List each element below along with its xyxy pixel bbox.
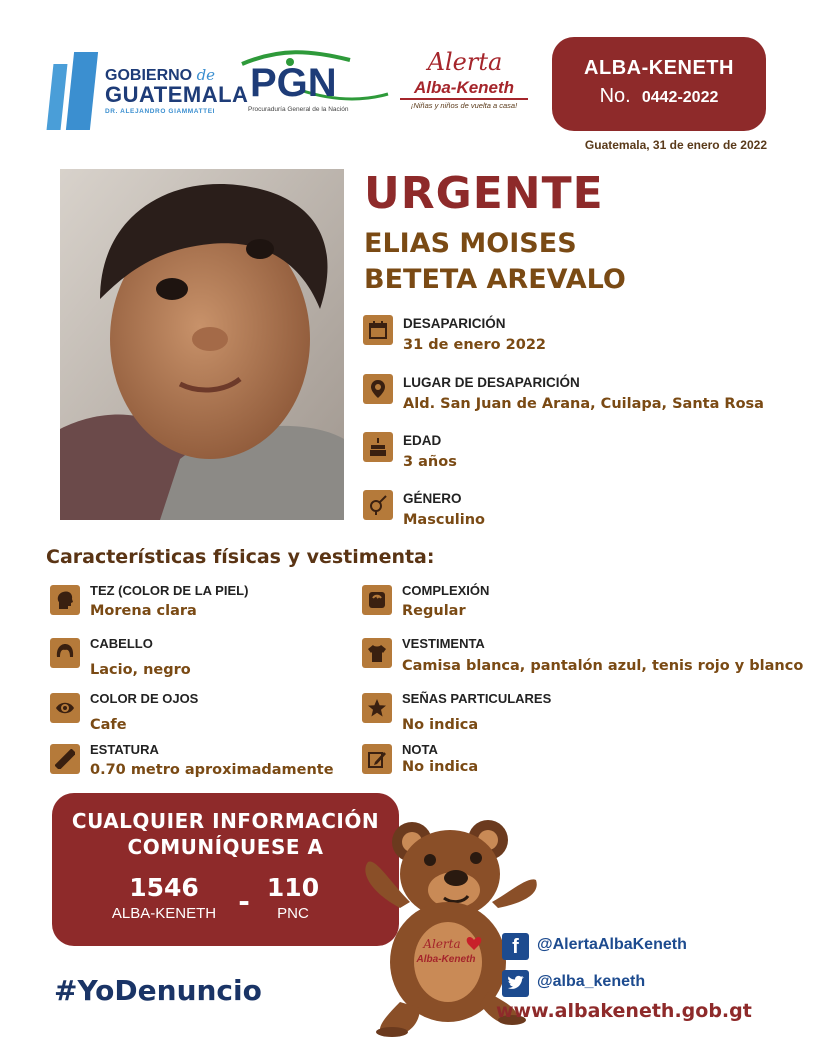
facebook-icon: f — [502, 933, 529, 960]
location-pin-icon — [363, 374, 393, 404]
characteristic-label: COMPLEXIÓN — [402, 583, 490, 598]
phone-alba-keneth-label: ALBA-KENETH — [111, 905, 217, 922]
child-first-names: ELIAS MOISES — [364, 228, 577, 259]
detail-value: 31 de enero 2022 — [403, 337, 546, 353]
characteristic-clothing — [362, 636, 804, 686]
characteristic-value: No indica — [402, 759, 479, 775]
ruler-icon — [50, 744, 80, 774]
cake-icon — [363, 432, 393, 462]
badge-number: 0442-2022 — [641, 89, 719, 106]
logo-bar — [66, 52, 98, 130]
urgent-heading: URGENTE — [364, 168, 604, 219]
facebook-link[interactable] — [502, 933, 782, 961]
hashtag: #YoDenuncio — [54, 974, 262, 1007]
characteristic-value: Regular — [402, 603, 466, 619]
detail-disappearance-date — [363, 315, 803, 365]
alert-number-badge — [552, 37, 766, 131]
child-photo — [60, 169, 344, 520]
hair-icon — [50, 638, 80, 668]
phone-alba-keneth[interactable]: 1546 — [129, 873, 199, 902]
characteristic-label: TEZ (COLOR DE LA PIEL) — [90, 583, 249, 598]
detail-disappearance-place — [363, 374, 803, 424]
detail-label: LUGAR DE DESAPARICIÓN — [403, 375, 580, 390]
characteristic-label: VESTIMENTA — [402, 636, 485, 651]
detail-value: Masculino — [403, 512, 485, 528]
gender-icon — [363, 490, 393, 520]
pgn-subtitle: Procuraduría General de la Nación — [248, 106, 349, 113]
characteristic-build — [362, 583, 742, 633]
characteristic-value: Morena clara — [90, 603, 197, 619]
twitter-link[interactable] — [502, 970, 782, 998]
characteristic-value: 0.70 metro aproximadamente — [90, 762, 334, 778]
detail-label: GÉNERO — [403, 491, 462, 506]
scale-icon — [362, 585, 392, 615]
detail-value: Ald. San Juan de Arana, Cuilapa, Santa Rosa — [403, 396, 764, 412]
note-pencil-icon — [362, 744, 392, 774]
child-last-names: BETETA AREVALO — [364, 264, 626, 295]
detail-gender — [363, 490, 803, 540]
gobierno-guatemala-logo — [50, 52, 249, 132]
shirt-icon — [362, 638, 392, 668]
child-photo-illustration — [60, 169, 344, 520]
characteristic-label: SEÑAS PARTICULARES — [402, 691, 552, 706]
characteristic-value: No indica — [402, 717, 479, 733]
twitter-handle[interactable]: @alba_keneth — [537, 973, 646, 990]
characteristic-value: Cafe — [90, 717, 127, 733]
characteristic-label: ESTATURA — [90, 742, 159, 757]
phone-pnc-label: PNC — [277, 905, 309, 922]
calendar-icon — [363, 315, 393, 345]
detail-label: DESAPARICIÓN — [403, 316, 506, 331]
alerta-alba-keneth-logo — [396, 48, 536, 118]
gobierno-text: GOBIERNO — [105, 67, 193, 84]
head-profile-icon — [50, 585, 80, 615]
guatemala-text: GUATEMALA — [105, 82, 249, 107]
twitter-icon — [502, 970, 529, 997]
characteristic-note — [362, 742, 742, 792]
mascot-badge-line1: Alerta — [423, 937, 461, 951]
characteristic-label: COLOR DE OJOS — [90, 691, 199, 706]
characteristics-heading: Características físicas y vestimenta: — [46, 546, 435, 568]
characteristic-label: NOTA — [402, 742, 438, 757]
website-link[interactable]: www.albakeneth.gob.gt — [496, 1000, 752, 1022]
alba-keneth-text: Alba-Keneth — [413, 78, 515, 97]
de-text: de — [196, 66, 216, 84]
contact-info-box — [52, 793, 399, 946]
detail-age — [363, 432, 803, 482]
phone-separator: - — [238, 885, 250, 918]
characteristic-value: Lacio, negro — [90, 662, 191, 678]
president-name: DR. ALEJANDRO GIAMMATTEI — [105, 108, 216, 115]
eye-icon — [50, 693, 80, 723]
alerta-tagline: ¡Niñas y niños de vuelta a casa! — [410, 101, 518, 110]
facebook-handle[interactable]: @AlertaAlbaKeneth — [537, 936, 687, 953]
issue-date: Guatemala, 31 de enero de 2022 — [584, 138, 767, 152]
detail-value: 3 años — [403, 454, 457, 470]
contact-heading-line2: COMUNÍQUESE A — [127, 835, 324, 859]
characteristic-value: Camisa blanca, pantalón azul, tenis rojo y blanco — [402, 658, 804, 674]
star-icon — [362, 693, 392, 723]
badge-number-prefix: No. — [599, 85, 631, 107]
characteristic-label: CABELLO — [90, 636, 153, 651]
pgn-logo — [240, 50, 390, 120]
detail-label: EDAD — [403, 433, 442, 448]
pgn-letters: PGN — [250, 61, 337, 105]
pgn-mark — [240, 50, 390, 106]
contact-heading-line1: CUALQUIER INFORMACIÓN — [71, 809, 380, 833]
logo-underline — [400, 98, 528, 100]
badge-title: ALBA-KENETH — [584, 57, 734, 79]
alerta-text: Alerta — [427, 48, 503, 76]
mascot-badge-line2: Alba-Keneth — [416, 954, 476, 965]
logo-bar — [47, 64, 68, 130]
characteristic-marks — [362, 691, 742, 741]
phone-pnc[interactable]: 110 — [266, 873, 320, 902]
